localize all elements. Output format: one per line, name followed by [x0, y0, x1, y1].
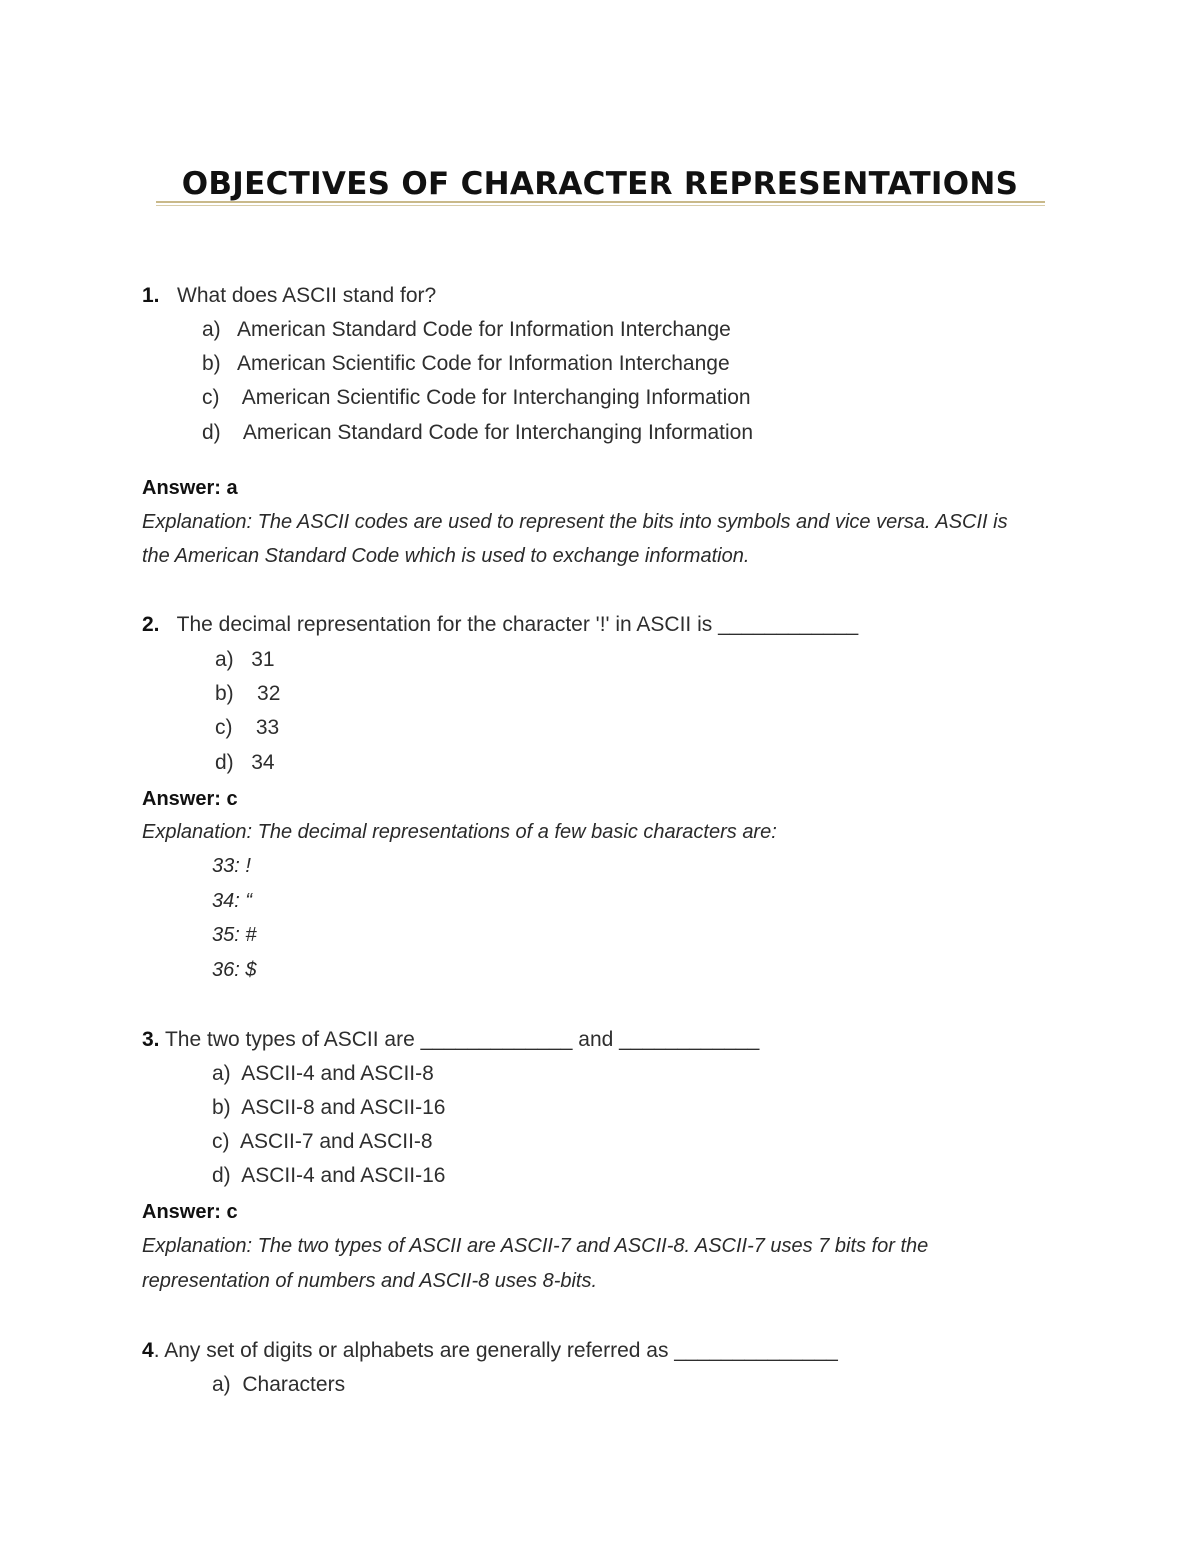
option-letter: a)	[215, 648, 234, 671]
option-text: American Scientific Code for Information Interchange	[237, 352, 730, 375]
question-1	[142, 283, 436, 309]
option-letter: c)	[215, 716, 233, 739]
answer-1: Answer: a	[142, 477, 238, 499]
option-letter: b)	[215, 682, 234, 705]
option-text: 34	[251, 751, 275, 774]
option-a	[212, 1372, 345, 1398]
option-text: ASCII-7 and ASCII-8	[240, 1130, 433, 1153]
option-b	[202, 351, 730, 377]
option-text: 32	[257, 682, 281, 705]
explanation-3-line-2: representation of numbers and ASCII-8 uses 8-bits.	[142, 1270, 598, 1292]
question-4	[142, 1338, 838, 1364]
option-letter: d)	[215, 751, 234, 774]
question-2	[142, 612, 858, 638]
option-c	[202, 385, 751, 411]
option-text: ASCII-4 and ASCII-8	[241, 1062, 434, 1085]
option-d	[202, 420, 753, 446]
question-number: 1.	[142, 284, 160, 307]
title-underline-secondary	[156, 205, 1045, 206]
option-text: Characters	[242, 1373, 346, 1396]
option-letter: c)	[202, 386, 220, 409]
option-a	[212, 1061, 434, 1087]
title-underline	[156, 201, 1045, 203]
option-b	[215, 681, 280, 707]
option-letter: b)	[212, 1096, 231, 1119]
question-text: What does ASCII stand for?	[177, 284, 437, 307]
option-text: American Scientific Code for Interchanging Information	[241, 386, 751, 409]
explanation-2-item-2: 34: “	[212, 890, 253, 912]
explanation-1-line-2: the American Standard Code which is used to exchange information.	[142, 545, 750, 567]
option-text: 31	[251, 648, 275, 671]
answer-2: Answer: c	[142, 788, 238, 810]
question-text: The two types of ASCII are _____________ and ____________	[164, 1028, 760, 1051]
option-b	[212, 1095, 445, 1121]
question-text: . Any set of digits or alphabets are generally referred as ______________	[153, 1339, 838, 1362]
answer-3: Answer: c	[142, 1201, 238, 1223]
explanation-3-line-1: Explanation: The two types of ASCII are ASCII-7 and ASCII-8. ASCII-7 uses 7 bits for the	[142, 1235, 929, 1257]
question-text: The decimal representation for the character '!' in ASCII is ____________	[176, 613, 859, 636]
option-letter: d)	[212, 1164, 231, 1187]
option-letter: c)	[212, 1130, 230, 1153]
option-a	[215, 647, 275, 673]
page-title: OBJECTIVES OF CHARACTER REPRESENTATIONS	[181, 166, 1019, 202]
option-letter: a)	[202, 318, 221, 341]
option-d	[215, 750, 275, 776]
question-number: 2.	[142, 613, 160, 636]
option-text: ASCII-4 and ASCII-16	[241, 1164, 446, 1187]
option-letter: d)	[202, 421, 221, 444]
option-letter: b)	[202, 352, 221, 375]
option-letter: a)	[212, 1373, 231, 1396]
option-text: ASCII-8 and ASCII-16	[241, 1096, 446, 1119]
option-text: American Standard Code for Interchanging Information	[242, 421, 753, 444]
option-c	[212, 1129, 433, 1155]
option-c	[215, 715, 279, 741]
option-d	[212, 1163, 445, 1189]
explanation-2-item-4: 36: $	[212, 959, 257, 981]
option-letter: a)	[212, 1062, 231, 1085]
question-3	[142, 1027, 759, 1053]
explanation-2-item-3: 35: #	[212, 924, 257, 946]
question-number: 4	[142, 1339, 154, 1362]
explanation-1-line-1: Explanation: The ASCII codes are used to represent the bits into symbols and vice versa. ASCII is	[142, 511, 1008, 533]
option-text: American Standard Code for Information Interchange	[237, 318, 731, 341]
option-a	[202, 317, 731, 343]
option-text: 33	[255, 716, 280, 739]
explanation-2-line-1: Explanation: The decimal representations of a few basic characters are:	[142, 821, 777, 843]
explanation-2-item-1: 33: !	[212, 855, 251, 877]
question-number: 3.	[142, 1028, 160, 1051]
